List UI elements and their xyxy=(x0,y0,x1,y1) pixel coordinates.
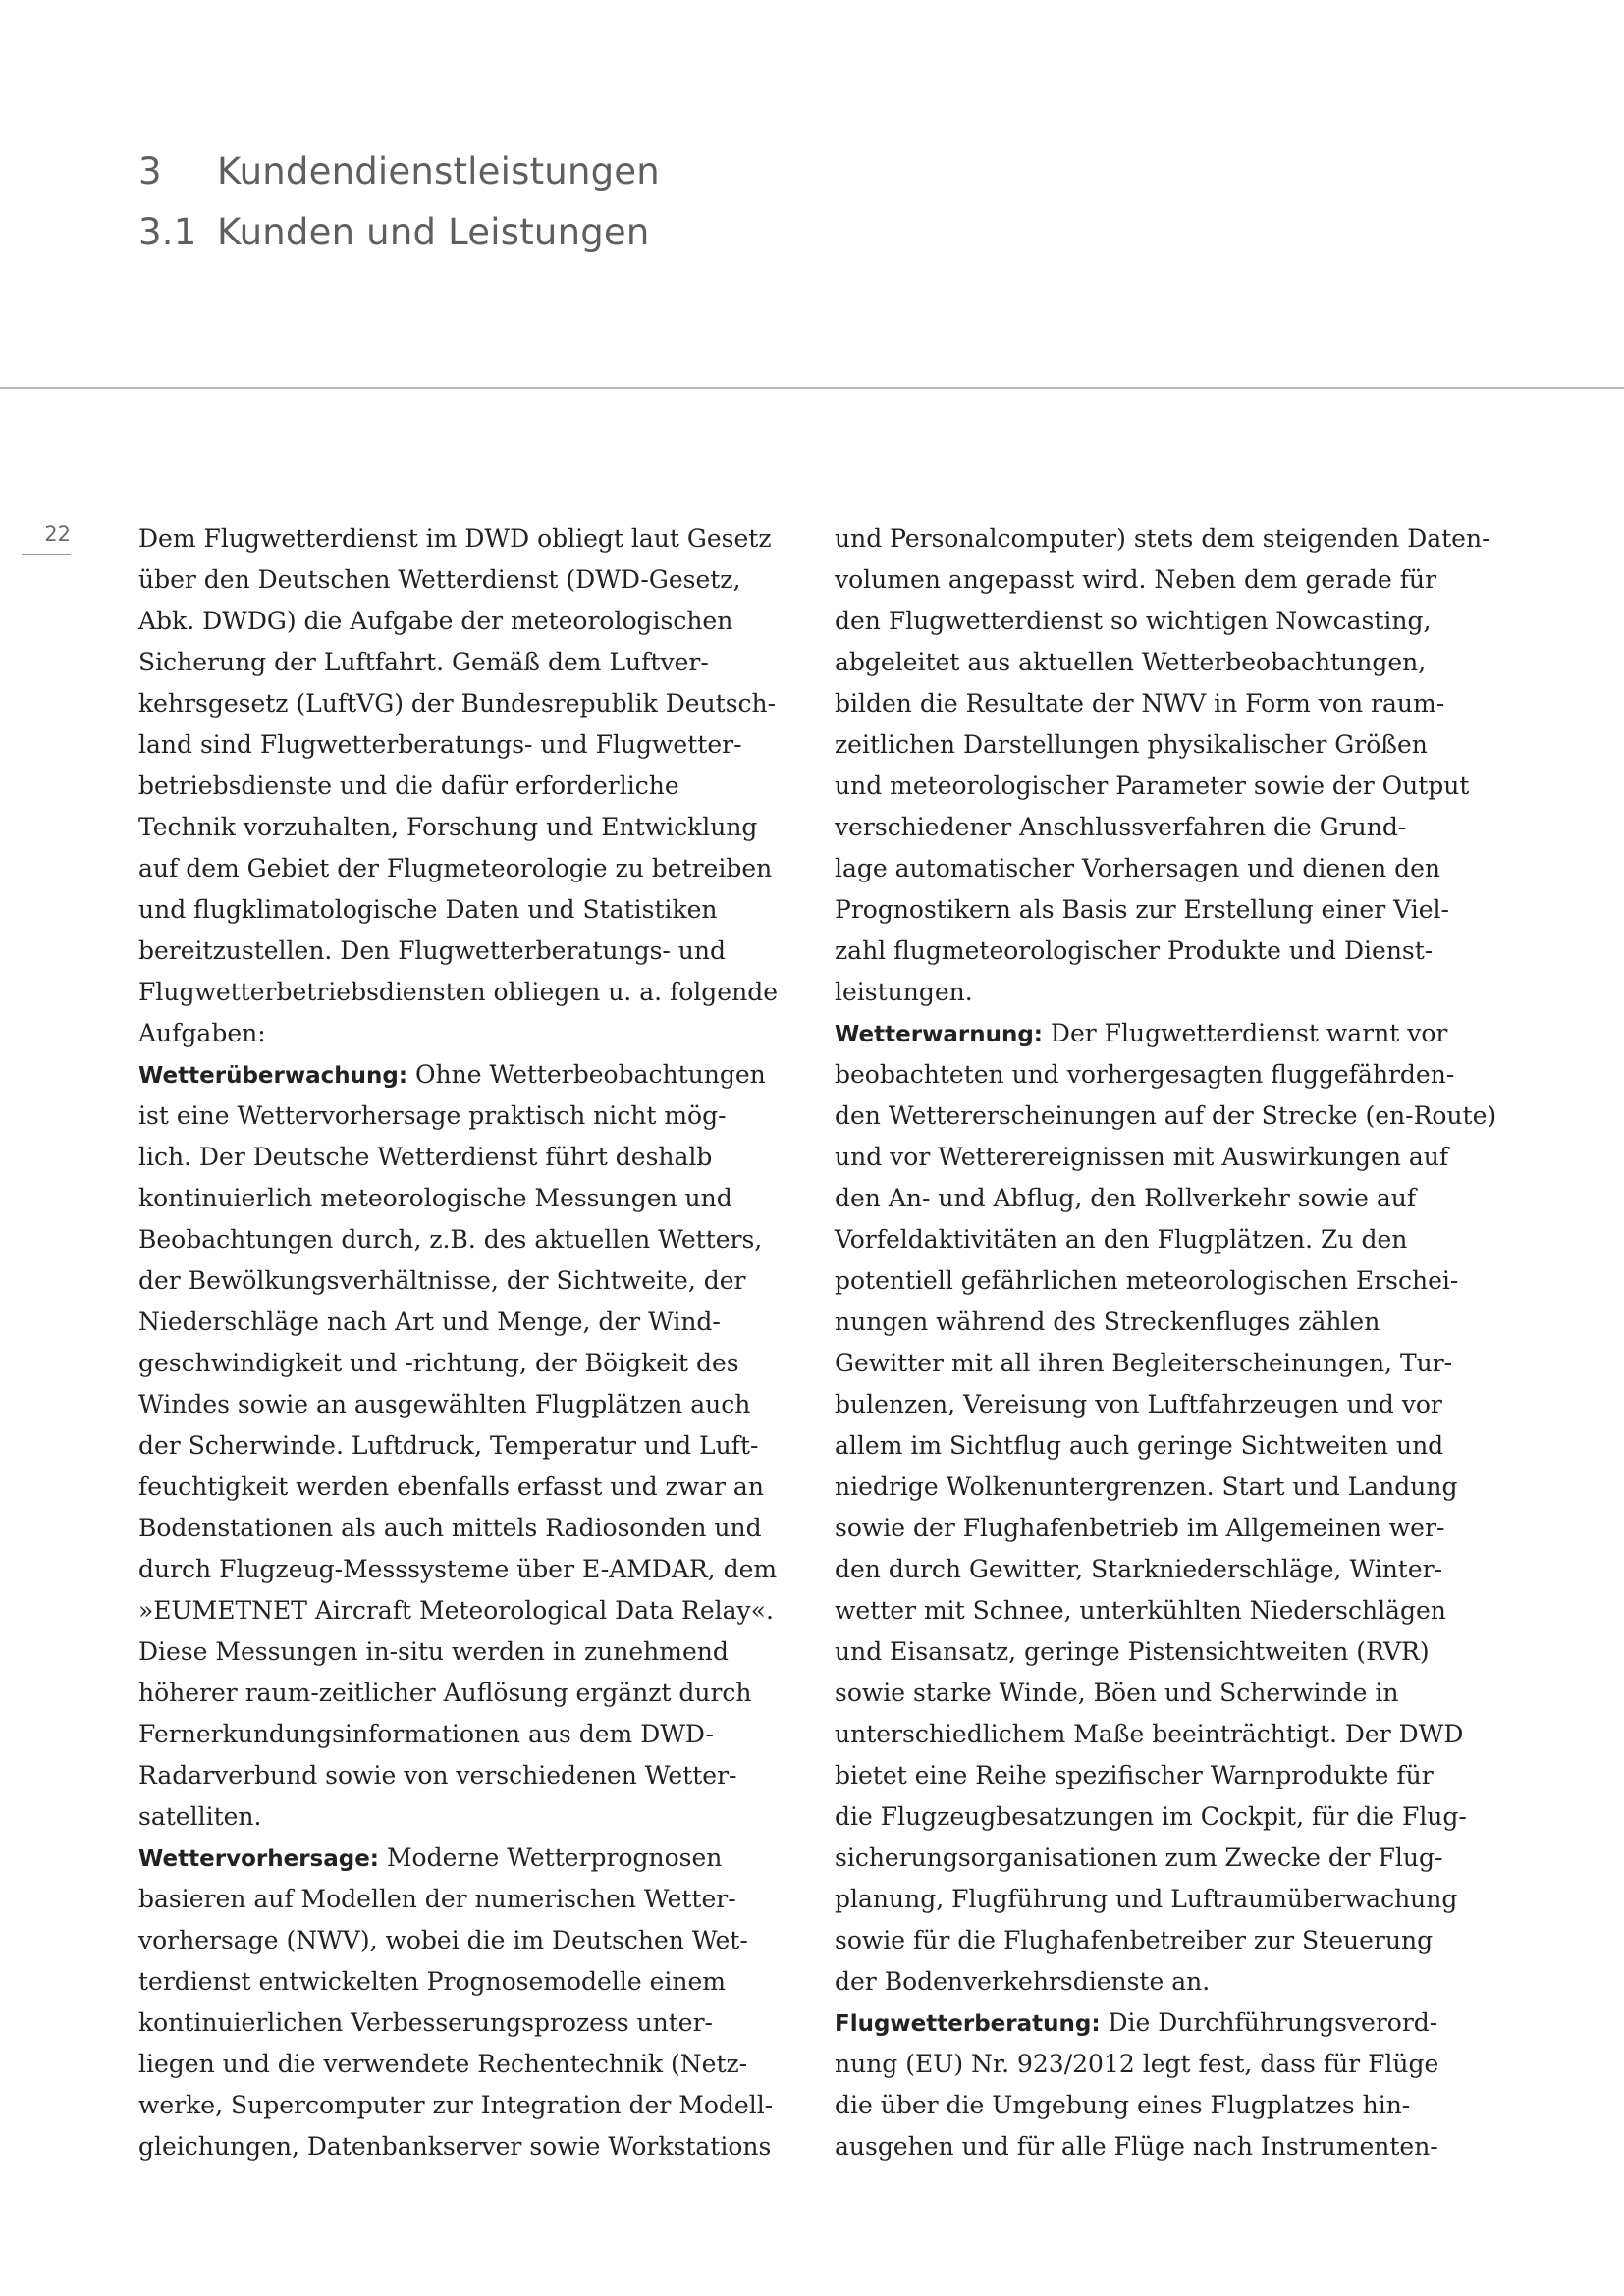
paragraph-text: Ohne Wetterbeobachtungen xyxy=(407,1060,766,1089)
text-line: den An- und Abflug, den Rollverkehr sowie auf xyxy=(835,1184,1417,1212)
text-line: höherer raum-zeitlicher Auflösung ergänzt durch xyxy=(138,1679,752,1707)
text-line xyxy=(835,2002,1512,2044)
text-line: den durch Gewitter, Starkniederschläge, Winter- xyxy=(835,1555,1443,1583)
paragraph-text: Die Durchführungsverord- xyxy=(1100,2008,1438,2037)
text-line: Sicherung der Luftfahrt. Gemäß dem Luftver- xyxy=(138,648,709,676)
chapter-heading xyxy=(138,150,660,192)
paragraph-term: Wettervorhersage: xyxy=(138,1846,380,1872)
text-line: über den Deutschen Wetterdienst (DWD-Gesetz, xyxy=(138,565,741,594)
text-line: kontinuierlichen Verbesserungsprozess unter- xyxy=(138,2008,713,2037)
text-line: der Scherwinde. Luftdruck, Temperatur und Luft- xyxy=(138,1431,759,1460)
text-line: allem im Sichtflug auch geringe Sichtweiten und xyxy=(835,1431,1444,1460)
page-number-underline xyxy=(22,554,71,555)
text-line: geschwindigkeit und -richtung, der Böigkeit des xyxy=(138,1349,739,1377)
text-line: unterschiedlichem Maße beeinträchtigt. Der DWD xyxy=(835,1720,1464,1748)
text-line: Windes sowie an ausgewählten Flugplätzen auch xyxy=(138,1390,751,1418)
paragraph-text: Der Flugwetterdienst warnt vor xyxy=(1042,1019,1448,1047)
text-line: potentiell gefährlichen meteorologischen Erschei- xyxy=(835,1266,1459,1295)
text-line: sowie starke Winde, Böen und Scherwinde in xyxy=(835,1679,1399,1707)
text-line: den Flugwetterdienst so wichtigen Nowcasting, xyxy=(835,607,1432,635)
text-line: zeitlichen Darstellungen physikalischer Größen xyxy=(835,730,1428,759)
text-line: Fernerkundungsinformationen aus dem DWD- xyxy=(138,1720,714,1748)
text-line: zahl flugmeteorologischer Produkte und Dienst- xyxy=(835,936,1434,965)
text-line: Niederschläge nach Art und Menge, der Wind- xyxy=(138,1308,721,1336)
text-line: und meteorologischer Parameter sowie der Output xyxy=(835,772,1470,800)
text-line: und Eisansatz, geringe Pistensichtweiten (RVR) xyxy=(835,1637,1430,1666)
text-line: bietet eine Reihe spezifischer Warnprodukte für xyxy=(835,1761,1434,1789)
text-line: »EUMETNET Aircraft Meteorological Data Relay«. xyxy=(138,1596,774,1625)
text-line: ist eine Wettervorhersage praktisch nicht mög- xyxy=(138,1101,727,1130)
text-line: sowie der Flughafenbetrieb im Allgemeinen wer- xyxy=(835,1514,1445,1542)
text-line: vorhersage (NWV), wobei die im Deutschen Wet- xyxy=(138,1926,748,1954)
text-line: Aufgaben: xyxy=(138,1019,266,1047)
text-line: nungen während des Streckenfluges zählen xyxy=(835,1308,1380,1336)
text-line: auf dem Gebiet der Flugmeteorologie zu betreiben xyxy=(138,854,773,882)
text-line: sowie für die Flughafenbetreiber zur Steuerung xyxy=(835,1926,1434,1954)
text-line: verschiedener Anschlussverfahren die Grund- xyxy=(835,813,1407,841)
text-line: Flugwetterbetriebsdiensten obliegen u. a. folgende xyxy=(138,978,778,1006)
text-line: durch Flugzeug-Messsysteme über E-AMDAR, dem xyxy=(138,1555,778,1583)
text-line: Gewitter mit all ihren Begleiterscheinungen, Tur- xyxy=(835,1349,1453,1377)
text-line: lich. Der Deutsche Wetterdienst führt deshalb xyxy=(138,1143,713,1171)
text-line: und Personalcomputer) stets dem steigenden Daten- xyxy=(835,524,1490,553)
section-heading xyxy=(138,211,650,253)
text-line: bereitzustellen. Den Flugwetterberatungs- und xyxy=(138,936,727,965)
text-line: niedrige Wolkenuntergrenzen. Start und Landung xyxy=(835,1472,1458,1501)
text-line: werke, Supercomputer zur Integration der Modell- xyxy=(138,2091,774,2119)
text-line: bilden die Resultate der NWV in Form von raum- xyxy=(835,689,1445,718)
text-line: die über die Umgebung eines Flugplatzes hin- xyxy=(835,2091,1411,2119)
text-line: land sind Flugwetterberatungs- und Flugwetter- xyxy=(138,730,742,759)
text-line: Abk. DWDG) die Aufgabe der meteorologischen xyxy=(138,607,733,635)
text-line: liegen und die verwendete Rechentechnik (Netz- xyxy=(138,2050,748,2078)
text-line: Dem Flugwetterdienst im DWD obliegt laut Gesetz xyxy=(138,524,772,553)
section-number: 3.1 xyxy=(138,211,197,253)
paragraph-term: Flugwetterberatung: xyxy=(835,2011,1101,2037)
text-line: wetter mit Schnee, unterkühlten Niederschlägen xyxy=(835,1596,1446,1625)
text-line: Vorfeldaktivitäten an den Flugplätzen. Zu den xyxy=(835,1225,1408,1254)
text-column-right xyxy=(835,518,1512,2167)
text-line: Prognostikern als Basis zur Erstellung einer Viel- xyxy=(835,895,1449,924)
text-line: Technik vorzuhalten, Forschung und Entwicklung xyxy=(138,813,758,841)
text-line: Bodenstationen als auch mittels Radiosonden und xyxy=(138,1514,762,1542)
text-line: satelliten. xyxy=(138,1802,262,1831)
text-line: planung, Flugführung und Luftraumüberwachung xyxy=(835,1885,1458,1913)
paragraph-term: Wetterüberwachung: xyxy=(138,1063,408,1089)
header-divider xyxy=(0,387,1624,389)
text-line: lage automatischer Vorhersagen und dienen den xyxy=(835,854,1441,882)
chapter-number: 3 xyxy=(138,150,162,192)
page-number: 22 xyxy=(44,522,71,546)
text-column-left xyxy=(138,518,816,2167)
text-line: den Wettererscheinungen auf der Strecke (en-Route) xyxy=(835,1101,1497,1130)
text-line: der Bewölkungsverhältnisse, der Sichtweite, der xyxy=(138,1266,746,1295)
text-line: kontinuierlich meteorologische Messungen und xyxy=(138,1184,732,1212)
text-line: volumen angepasst wird. Neben dem gerade für xyxy=(835,565,1437,594)
text-line: beobachteten und vorhergesagten fluggefährden- xyxy=(835,1060,1455,1089)
text-line: betriebsdienste und die dafür erforderliche xyxy=(138,772,679,800)
text-line: Beobachtungen durch, z.B. des aktuellen Wetters, xyxy=(138,1225,763,1254)
text-line xyxy=(138,1054,816,1095)
text-line: kehrsgesetz (LuftVG) der Bundesrepublik Deutsch- xyxy=(138,689,777,718)
text-line: sicherungsorganisationen zum Zwecke der Flug- xyxy=(835,1843,1443,1872)
text-line: abgeleitet aus aktuellen Wetterbeobachtungen, xyxy=(835,648,1427,676)
text-line: terdienst entwickelten Prognosemodelle einem xyxy=(138,1967,726,1996)
chapter-title: Kundendienstleistungen xyxy=(217,150,660,192)
text-line: basieren auf Modellen der numerischen Wetter- xyxy=(138,1885,736,1913)
text-line: Radarverbund sowie von verschiedenen Wetter- xyxy=(138,1761,737,1789)
paragraph-term: Wetterwarnung: xyxy=(835,1022,1043,1047)
text-line: und flugklimatologische Daten und Statistiken xyxy=(138,895,718,924)
text-line xyxy=(138,1838,816,1879)
text-line: und vor Wetterereignissen mit Auswirkungen auf xyxy=(835,1143,1449,1171)
section-title: Kunden und Leistungen xyxy=(217,211,650,253)
text-line: ausgehen und für alle Flüge nach Instrumenten- xyxy=(835,2132,1438,2161)
text-line: bulenzen, Vereisung von Luftfahrzeugen und vor xyxy=(835,1390,1442,1418)
text-line xyxy=(835,1013,1512,1054)
text-line: nung (EU) Nr. 923/2012 legt fest, dass für Flüge xyxy=(835,2050,1439,2078)
paragraph-text: Moderne Wetterprognosen xyxy=(379,1843,723,1872)
text-line: die Flugzeugbesatzungen im Cockpit, für die Flug- xyxy=(835,1802,1467,1831)
text-line: gleichungen, Datenbankserver sowie Workstations xyxy=(138,2132,772,2161)
text-line: Diese Messungen in-situ werden in zunehmend xyxy=(138,1637,729,1666)
text-line: der Bodenverkehrsdienste an. xyxy=(835,1967,1211,1996)
text-line: feuchtigkeit werden ebenfalls erfasst und zwar an xyxy=(138,1472,764,1501)
text-line: leistungen. xyxy=(835,978,973,1006)
